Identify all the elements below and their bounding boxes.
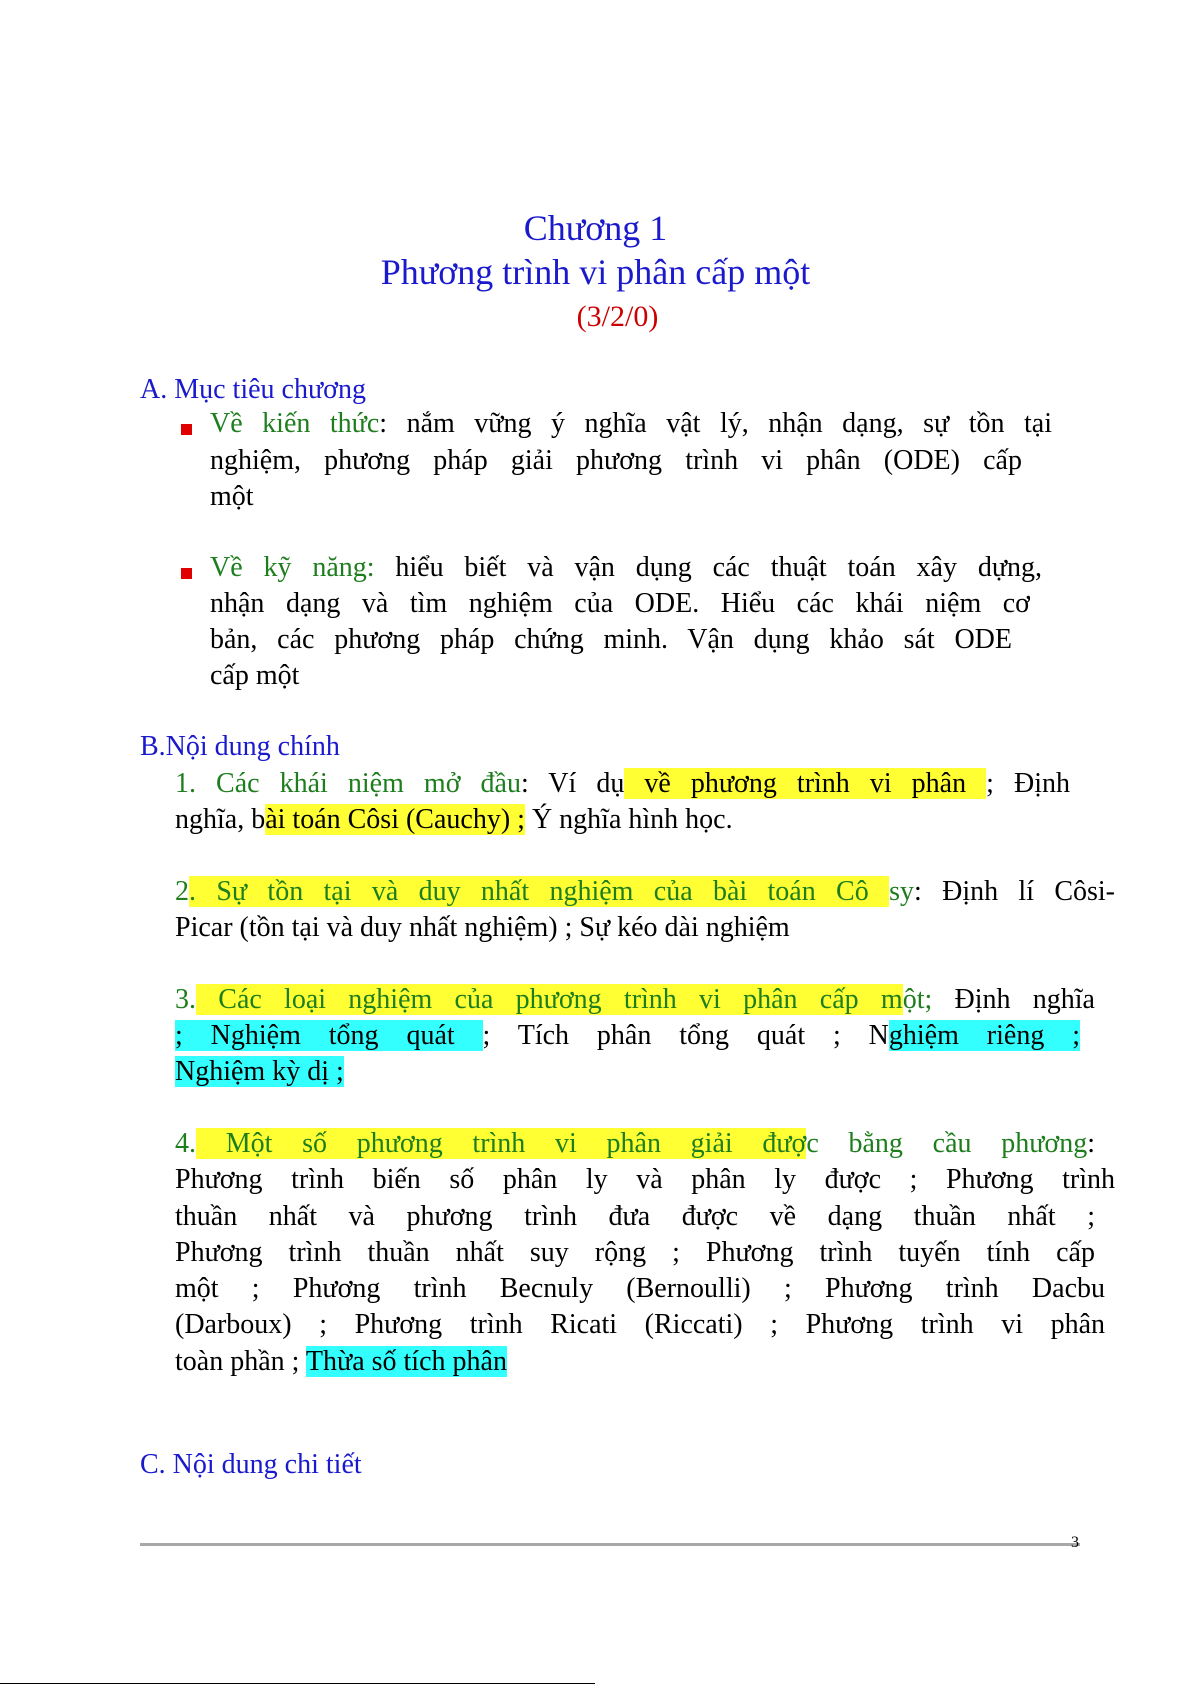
section-a-heading: A. Mục tiêu chương — [140, 374, 366, 405]
section-b-heading: B.Nội dung chính — [140, 731, 340, 762]
item4-text-7: toàn phần ; — [175, 1346, 306, 1377]
chapter-number: Chương 1 — [523, 208, 668, 248]
skills-line-2: nhận dạng và tìm nghiệm của ODE. Hiểu các khái niệm cơ — [210, 588, 1030, 619]
page-number: 3 — [1071, 1534, 1079, 1551]
item4-line-2: Phương trình biến số phân ly và phân ly được ; Phương trình — [175, 1164, 1115, 1195]
item3-highlight-particular: ghiệm riêng ; — [888, 1020, 1080, 1051]
item4-num: 4. — [175, 1128, 196, 1159]
bullet-square-icon — [181, 424, 192, 435]
bottom-edge-line — [0, 1683, 595, 1684]
chapter-hours: (3/2/0) — [576, 300, 659, 333]
item3-line-3 — [175, 1055, 344, 1089]
item4-line-5: một ; Phương trình Becnuly (Bernoulli) ; Phương trình Dacbu — [175, 1273, 1105, 1304]
item1-highlight-2: ài toán Côsi (Cauchy) ; — [265, 804, 525, 835]
knowledge-colon: : — [379, 408, 388, 439]
item2-title-tail: sy — [889, 876, 914, 907]
item4-line-4: Phương trình thuần nhất suy rộng ; Phương trình tuyến tính cấp — [175, 1237, 1095, 1268]
item4-line-3: thuần nhất và phương trình đưa được về dạng thuần nhất ; — [175, 1201, 1095, 1232]
item2-line-1 — [175, 875, 1115, 909]
item4-highlight-title: Một số phương trình vi phân giải đượ — [196, 1128, 807, 1159]
skills-text-1: hiểu biết và vận dụng các thuật toán xây dựng, — [374, 552, 1042, 583]
knowledge-label: Về kiến thức — [210, 408, 380, 439]
item4-line-6: (Darboux) ; Phương trình Ricati (Riccati) ; Phương trình vi phân — [175, 1309, 1105, 1340]
footer-divider — [140, 1543, 1080, 1546]
item3-text-2: ; Tích phân tổng quát ; N — [482, 1020, 889, 1051]
item1-text-2: ; Định — [986, 768, 1070, 799]
item3-num: 3. — [175, 984, 196, 1015]
skills-label: Về kỹ năng: — [210, 552, 375, 583]
bullet-square-icon — [181, 568, 192, 579]
item4-line-1 — [175, 1127, 1095, 1161]
item4-line-7 — [175, 1345, 507, 1379]
item4-colon: : — [1087, 1128, 1095, 1159]
item2-text-1: : Định lí Côsi- — [913, 876, 1115, 907]
item1-line-2 — [175, 803, 733, 837]
item1-highlight-1: về phương trình vi phân — [624, 768, 987, 799]
item3-line-2 — [175, 1019, 1080, 1053]
skills-line-1 — [210, 551, 1042, 585]
knowledge-line-3: một — [210, 481, 254, 512]
knowledge-line-1 — [210, 407, 1052, 441]
item1-title: 1. Các khái niệm mở đầu — [175, 768, 521, 799]
item2-highlight-title: . Sự tồn tại và duy nhất nghiệm của bài toán Cô — [189, 876, 890, 907]
item3-line-1 — [175, 983, 1095, 1017]
item3-highlight-title: Các loại nghiệm của phương trình vi phân cấp m — [196, 984, 903, 1015]
item3-highlight-singular: Nghiệm kỳ dị ; — [175, 1056, 344, 1087]
chapter-title: Phương trình vi phân cấp một — [380, 252, 811, 292]
item3-title-tail: ột; — [902, 984, 933, 1015]
item1-colon: : — [520, 768, 529, 799]
item1-text-3: nghĩa, b — [175, 804, 266, 835]
item3-text-1: Định nghĩa — [932, 984, 1095, 1015]
skills-line-4: cấp một — [210, 660, 300, 691]
item1-text-1: Ví dụ — [528, 768, 625, 799]
item2-num: 2 — [175, 876, 189, 907]
item3-highlight-general: ; Nghiệm tổng quát — [175, 1020, 483, 1051]
section-c-heading: C. Nội dung chi tiết — [140, 1449, 362, 1480]
knowledge-line-2: nghiệm, phương pháp giải phương trình vi phân (ODE) cấp — [210, 445, 1022, 476]
item1-text-4: Ý nghĩa hình học. — [524, 804, 733, 835]
skills-line-3: bản, các phương pháp chứng minh. Vận dụng khảo sát ODE — [210, 624, 1012, 655]
item4-highlight-factor: Thừa số tích phân — [305, 1346, 507, 1377]
item2-line-2: Picar (tồn tại và duy nhất nghiệm) ; Sự kéo dài nghiệm — [175, 912, 790, 943]
item4-title-tail: c bằng cầu phương — [806, 1128, 1088, 1159]
item1-line-1 — [175, 767, 1070, 801]
knowledge-text-1: nắm vững ý nghĩa vật lý, nhận dạng, sự tồn tại — [387, 408, 1052, 439]
